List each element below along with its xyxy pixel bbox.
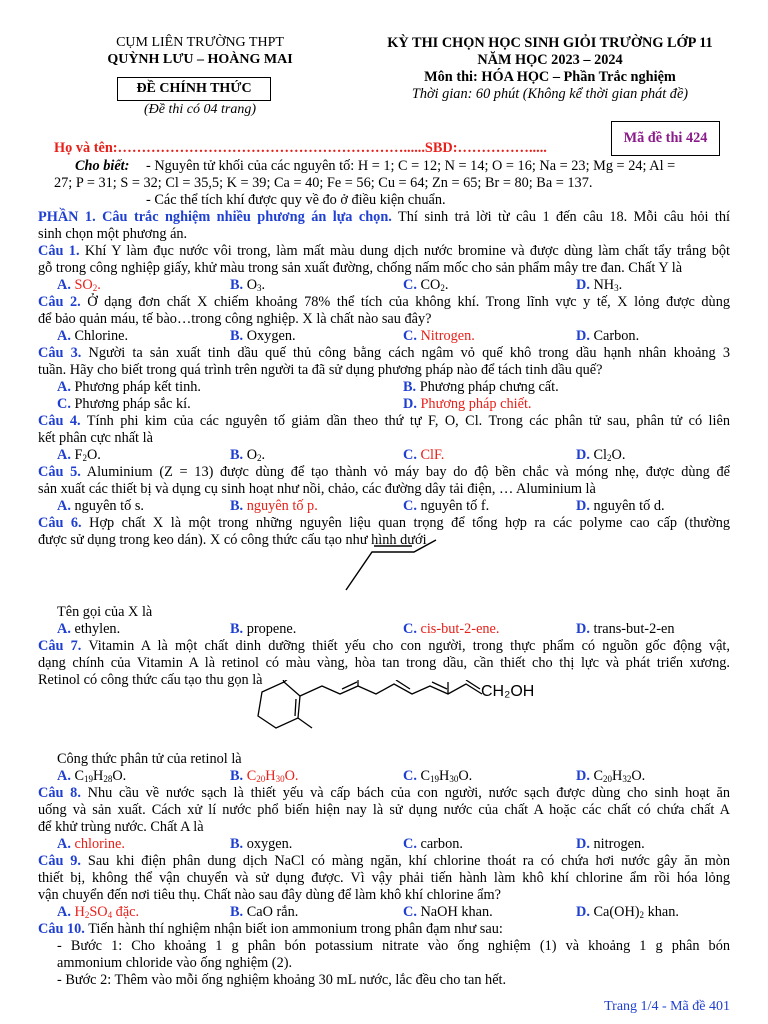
q4-option-d[interactable]: D. $Cl_2O$. xyxy=(576,447,626,463)
q1-option-d[interactable]: D. $NH_3$. xyxy=(576,277,623,293)
q7-option-c[interactable]: C. $C_{19}H_{30}O$. xyxy=(403,768,473,784)
school-year: NĂM HỌC 2023 – 2024 xyxy=(477,52,623,68)
question-6: Câu 6. Hợp chất X là một trong những nguyên liệu quan trọng để tổng hợp ra các polyme cao cấp (thường xyxy=(38,515,730,531)
question-8-line2: uống và sản xuất. Cách xử lí nước phổ biến hiện nay là sử dụng nước của chất A hoặc các chất có chứa chất A xyxy=(38,802,730,818)
school-cluster: CỤM LIÊN TRƯỜNG THPT xyxy=(116,35,284,50)
chain-double-bond-2 xyxy=(396,680,410,689)
question-3-line2: tuần. Hãy cho biết trong quá trình trên người ta đã sử dụng phương pháp nào để tách tinh dầu quế? xyxy=(38,362,603,378)
given-label: Cho biết: xyxy=(75,158,130,174)
q9-option-b[interactable]: B. CaO rắn. xyxy=(230,904,299,920)
official-exam-box: ĐỀ CHÍNH THỨC xyxy=(117,77,271,101)
part1-heading: PHẦN 1. Câu trắc nghiệm nhiều phương án lựa chọn. Thí sinh trả lời từ câu 1 đến câu 18. Mỗi câu hỏi thí xyxy=(38,209,730,225)
question-7-line2: dạng chính của Vitamin A là retinol có màu vàng, hòa tan trong dầu, cần thiết cho thị lực và phát triển xương. xyxy=(38,655,730,671)
q3-option-b[interactable]: B. Phương pháp chưng cất. xyxy=(403,379,559,395)
q3-option-d[interactable]: D. Phương pháp chiết. xyxy=(403,396,532,412)
ch2oh-label: CH₂OH xyxy=(481,683,535,700)
question-3: Câu 3. Người ta sản xuất tinh dầu quế thủ công bằng cách ngâm vỏ quế khô trong dầu hạnh nhân khoảng 3 xyxy=(38,345,730,361)
q9-option-c[interactable]: C. NaOH khan. xyxy=(403,904,493,920)
q6-option-b[interactable]: B. propene. xyxy=(230,621,297,637)
but-2-ene-structure xyxy=(330,538,450,598)
q5-option-b[interactable]: B. nguyên tố p. xyxy=(230,498,318,514)
exam-title: KỲ THI CHỌN HỌC SINH GIỎI TRƯỜNG LỚP 11 xyxy=(387,35,713,51)
page-footer: Trang 1/4 - Mã đề 401 xyxy=(604,999,730,1014)
q8-option-b[interactable]: B. oxygen. xyxy=(230,836,293,852)
candidate-line: Họ và tên:……………………………………………………......SBD:……………..... xyxy=(54,140,547,156)
question-7: Câu 7. Vitamin A là một chất dinh dưỡng thiết yếu cho con người, trong thực phẩm có nguồn gốc động vật, xyxy=(38,638,730,654)
school-names: QUỲNH LƯU – HOÀNG MAI xyxy=(107,52,293,67)
q3-option-c[interactable]: C. Phương pháp sắc kí. xyxy=(57,396,191,412)
question-1: Câu 1. Khí Y làm đục nước vôi trong, làm mất màu dung dịch nước bromine và được dùng làm chất tẩy trắng bột xyxy=(38,243,730,259)
q1-option-a[interactable]: A. $SO_2$. xyxy=(57,277,101,293)
q4-option-a[interactable]: A. $F_2O$. xyxy=(57,447,101,463)
q4-option-c[interactable]: C. ClF. xyxy=(403,447,445,463)
q5-option-d[interactable]: D. nguyên tố d. xyxy=(576,498,665,514)
q1-option-b[interactable]: B. $O_3$. xyxy=(230,277,266,293)
q5-option-a[interactable]: A. nguyên tố s. xyxy=(57,498,144,514)
question-5: Câu 5. Aluminium (Z = 13) được dùng để tạo thành vỏ máy bay do độ bền chắc và móng nhẹ, được dùng để xyxy=(38,464,730,480)
question-8: Câu 8. Nhu cầu về nước sạch là thiết yếu và cấp bách của con người, nước sạch được dùng cho sinh hoạt ăn xyxy=(38,785,730,801)
question-4: Câu 4. Tính phi kim của các nguyên tố giảm dần theo thứ tự F, O, Cl. Trong các phân tử sau, phân tử có liên xyxy=(38,413,730,429)
given-line-2: 27; P = 31; S = 32; Cl = 35,5; K = 39; Ca = 40; Fe = 56; Cu = 64; Zn = 65; Br = 80; Ba = 137. xyxy=(54,175,593,191)
q10-step-1-cont: ammonium chloride vào ống nghiệm (2). xyxy=(57,955,293,971)
q4-option-b[interactable]: B. $O_2$. xyxy=(230,447,266,463)
given-line-1: - Nguyên tử khối của các nguyên tố: H = 1; C = 12; N = 14; O = 16; Na = 23; Mg = 24; Al = xyxy=(146,158,676,174)
question-9-line2: thiết bị, không thể vận chuyển và sử dụng được. Vì vậy phải tiến hành làm khô khí chlorine ẩm rồi hóa lỏng xyxy=(38,870,730,886)
polyene-chain xyxy=(300,684,482,696)
q6-option-a[interactable]: A. ethylen. xyxy=(57,621,121,637)
q10-step-1: - Bước 1: Cho khoảng 1 g phân bón potassium nitrate vào ống nghiệm (1) và khoảng 1 g phân bón xyxy=(57,938,730,954)
question-1-line2: gỗ trong công nghiệp giấy, khử màu trong sản xuất đường, chống nấm mốc cho sản phẩm mây tre đan. Chất Y là xyxy=(38,260,683,276)
exam-code-box: Mã đề thi 424 xyxy=(611,121,720,156)
q6-option-d[interactable]: D. trans-but-2-en xyxy=(576,621,675,637)
q2-option-d[interactable]: D. Carbon. xyxy=(576,328,640,344)
cyclohexene-ring xyxy=(258,682,300,728)
q7-option-d[interactable]: D. $C_{20}H_{32}O$. xyxy=(576,768,646,784)
question-7-formula-prompt: Công thức phân tử của retinol là xyxy=(57,751,242,767)
question-9-line3: vận chuyển đến nơi tiêu thụ. Chất nào sau đây dùng để làm khô khí chlorine ẩm? xyxy=(38,887,501,903)
q6-option-c[interactable]: C. cis-but-2-ene. xyxy=(403,621,500,637)
methyl-top-2 xyxy=(284,680,294,682)
q8-option-c[interactable]: C. carbon. xyxy=(403,836,463,852)
part1-intro: sinh chọn một phương án. xyxy=(38,226,188,242)
question-4-line2: kết phân cực nhất là xyxy=(38,430,153,446)
q7-option-b[interactable]: B. $C_{20}H_{30}O$. xyxy=(230,768,299,784)
question-5-line2: sản xuất các thiết bị và dụng cụ sinh hoạt như nồi, chảo, các đường dây tải điện, … Aluminium là xyxy=(38,481,596,497)
q8-option-d[interactable]: D. nitrogen. xyxy=(576,836,645,852)
question-6-line2: được sử dụng trong keo dán). X có công thức cấu tạo như hình dưới xyxy=(38,532,427,548)
question-8-line3: để khử trùng nước. Chất A là xyxy=(38,819,204,835)
q2-option-c[interactable]: C. Nitrogen. xyxy=(403,328,475,344)
q1-option-c[interactable]: C. $CO_2$. xyxy=(403,277,449,293)
q2-option-a[interactable]: A. Chlorine. xyxy=(57,328,129,344)
question-2: Câu 2. Ở dạng đơn chất X chiếm khoảng 78% thể tích của không khí. Trong lĩnh vực y tế, X lỏng được dùng xyxy=(38,294,730,310)
question-10: Câu 10. Tiến hành thí nghiệm nhận biết ion ammonium trong phân đạm như sau: xyxy=(38,921,503,937)
q9-option-a[interactable]: A. $H_2SO_4$ đặc. xyxy=(57,904,140,920)
question-2-line2: để bảo quản máu, tế bào…trong công nghiệp. X là chất nào sau đây? xyxy=(38,311,432,327)
carbon-chain-bond xyxy=(346,540,436,590)
q7-option-a[interactable]: A. $C_{19}H_{28}O$. xyxy=(57,768,127,784)
q8-option-a[interactable]: A. chlorine. xyxy=(57,836,125,852)
q2-option-b[interactable]: B. Oxygen. xyxy=(230,328,296,344)
question-7-line3: Retinol có công thức cấu tạo thu gọn là xyxy=(38,672,263,688)
given-line-3: - Các thể tích khí được quy về đo ở điều kiện chuẩn. xyxy=(146,192,446,208)
question-9: Câu 9. Sau khi điện phân dung dịch NaCl có màng ngăn, khí chlorine thoát ra có chứa hơi nước gây ăn mòn xyxy=(38,853,730,869)
q10-step-2: - Bước 2: Thêm vào mỗi ống nghiệm khoảng 30 mL nước, lắc đều cho tan hết. xyxy=(57,972,507,988)
subject: Môn thi: HÓA HỌC – Phần Trắc nghiệm xyxy=(424,69,676,85)
question-6-name-prompt: Tên gọi của X là xyxy=(57,604,153,620)
ring-double-bond xyxy=(295,699,296,716)
q3-option-a[interactable]: A. Phương pháp kết tinh. xyxy=(57,379,201,395)
q9-option-d[interactable]: D. $Ca(OH)_2$ khan. xyxy=(576,904,679,920)
page-count-note: (Đề thi có 04 trang) xyxy=(144,102,256,117)
q5-option-c[interactable]: C. nguyên tố f. xyxy=(403,498,490,514)
methyl-top xyxy=(280,680,284,682)
methyl-ring xyxy=(298,718,312,728)
time-allowed: Thời gian: 60 phút (Không kể thời gian phát đề) xyxy=(411,86,689,102)
